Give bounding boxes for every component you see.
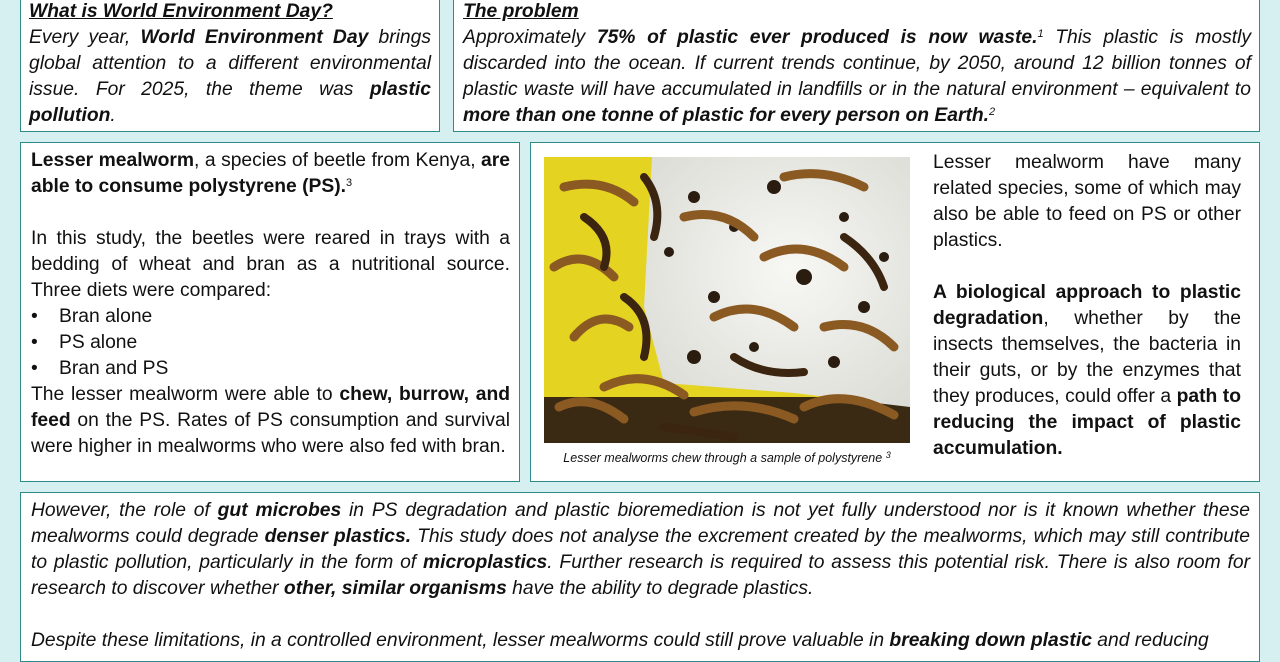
mealworm-text-2: The lesser mealworm were able to [31, 384, 340, 405]
mealworm-photo [544, 157, 910, 443]
diet-label: Bran and PS [59, 358, 169, 379]
mealworm-bold-1: Lesser mealworm [31, 150, 195, 171]
bullet-icon: • [31, 358, 38, 379]
diet-list [31, 304, 510, 382]
diet-item [31, 330, 510, 356]
bullet-icon: • [31, 332, 38, 353]
limitations-text-4: . Further research is required to assess this potential risk. There is also room for research to discover whether [31, 552, 1250, 599]
wed-text-2: brings global attention to a different environmental issue. For 2025, the theme was [29, 27, 431, 100]
caption-ref: 3 [885, 450, 891, 460]
despite-text-1: Despite these limitations, in a controlled environment, lesser mealworms could still prove valuable in [31, 630, 890, 651]
wed-bold-1: World Environment Day [140, 27, 369, 48]
despite-paragraph [31, 628, 1250, 654]
wed-text-1: Every year, [29, 27, 141, 48]
biological-approach-text [933, 150, 1241, 462]
caption-text: Lesser mealworms chew through a sample of polystyrene [563, 451, 883, 465]
mealworm-bold-2: are able to consume polystyrene (PS). [31, 150, 510, 197]
mealworm-text-1: , a species of beetle from Kenya, [194, 150, 482, 171]
limitations-box [20, 492, 1260, 662]
approach-bold-2: path to reducing the impact of plastic accumulation. [933, 386, 1241, 459]
mealworm-bold-3: chew, burrow, and feed [31, 384, 511, 431]
problem-bold-1: 75% of plastic ever produced is now waste. [596, 27, 1038, 48]
bullet-icon: • [31, 306, 38, 327]
limitations-bold-4: other, similar organisms [283, 578, 507, 599]
limitations-text-2: in PS degradation and plastic bioremediation is not yet fully understood nor is it known whether these mealworms could degrade [31, 500, 1250, 547]
limitations-bold-1: gut microbes [217, 500, 342, 521]
limitations-paragraph [31, 498, 1250, 602]
wed-paragraph [29, 25, 431, 129]
problem-text-2: This plastic is mostly discarded into the ocean. If current trends continue, by 2050, around 12 billion tonnes of plastic waste will have accumulated in landfills or in the natural environment – equivalent to [463, 27, 1251, 100]
limitations-text-1: However, the role of [31, 500, 218, 521]
approach-text-1: , whether by the insects themselves, the bacteria in their guts, or by the enzymes that they produces, could offer a [933, 308, 1241, 407]
mealworm-intro [31, 148, 510, 200]
mealworm-photo-illustration [544, 157, 910, 443]
diet-label: Bran alone [59, 306, 153, 327]
problem-ref-1: 1 [1037, 28, 1044, 40]
despite-bold: breaking down plastic [889, 630, 1092, 651]
related-species-paragraph: Lesser mealworm have many related species, some of which may also be able to feed on PS or other plastics. [933, 152, 1241, 251]
problem-text-1: Approximately [463, 27, 597, 48]
mealworm-study-text: In this study, the beetles were reared in trays with a bedding of wheat and bran as a nutritional source. Three diets were compared: [31, 228, 510, 301]
problem-ref-2: 2 [989, 106, 996, 118]
limitations-bold-2: denser plastics. [264, 526, 412, 547]
despite-text-2: and reducing [1091, 630, 1209, 651]
diet-label: PS alone [59, 332, 138, 353]
wed-bold-2: plastic pollution [29, 79, 431, 126]
problem-heading: The problem [463, 1, 579, 22]
world-environment-day-box [20, 0, 440, 132]
problem-bold-2: more than one tonne of plastic for every person on Earth. [463, 105, 990, 126]
limitations-bold-3: microplastics [422, 552, 548, 573]
photo-box [530, 142, 1260, 482]
biological-approach-paragraph [933, 280, 1241, 462]
limitations-text-5: have the ability to degrade plastics. [506, 578, 814, 599]
mealworm-results [31, 382, 510, 460]
problem-paragraph [463, 25, 1251, 129]
problem-box [453, 0, 1260, 132]
mealworm-study-box [20, 142, 520, 482]
approach-bold-1: A biological approach to plastic degradation [933, 282, 1241, 329]
mealworm-text-3: on the PS. Rates of PS consumption and survival were higher in mealworms who were also fed with bran. [31, 410, 510, 457]
diet-item [31, 356, 510, 382]
diet-item [31, 304, 510, 330]
wed-text-3: . [110, 105, 116, 126]
mealworm-ref: 3 [346, 177, 353, 189]
wed-heading: What is World Environment Day? [29, 1, 333, 22]
photo-caption [531, 449, 923, 467]
limitations-text-3: This study does not analyse the excrement created by the mealworms, which may still contribute to plastic pollution, particularly in the form of [31, 526, 1250, 573]
